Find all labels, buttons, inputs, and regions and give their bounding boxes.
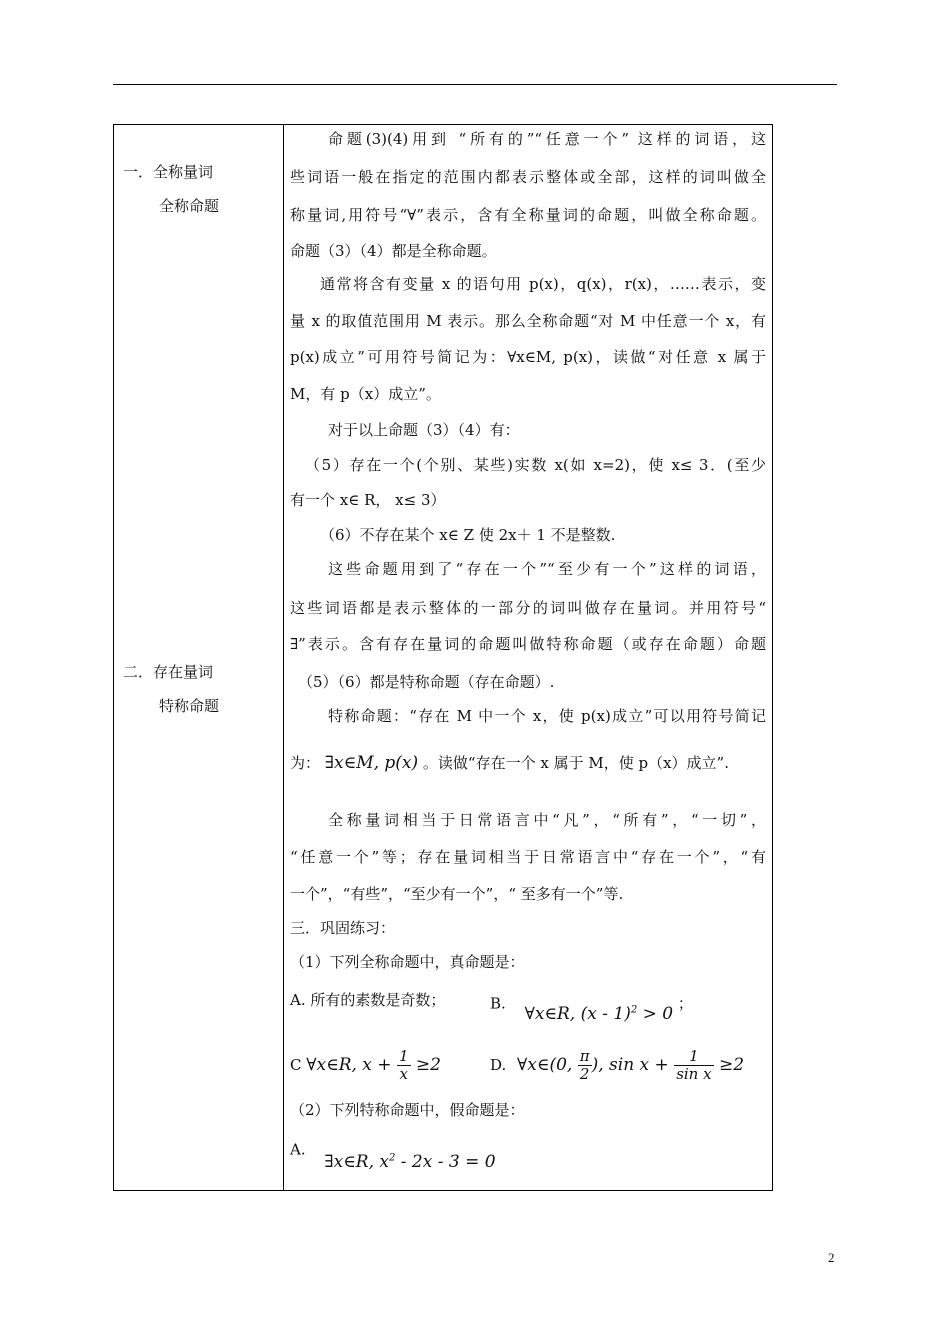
column-divider (283, 125, 284, 1190)
option-a2 (290, 1135, 766, 1172)
question-1: （1）下列全称命题中，真命题是： (290, 953, 525, 971)
header-rule (113, 84, 837, 85)
formula (517, 1047, 745, 1083)
text-line: p(x)成立”可用符号简记为：∀x∈M, p(x)，读做“对任意 x 属于 (290, 348, 766, 366)
formula-part: > 0 (637, 1003, 674, 1024)
option-label: C (290, 1056, 302, 1074)
text-line: 命题(3)(4)用到 “所有的”“任意一个” 这样的词语，这 (328, 130, 766, 148)
formula-part: - 2x - 3 = 0 (395, 1151, 496, 1172)
option-label: D. (490, 1056, 507, 1074)
option-d1 (490, 1043, 766, 1087)
denominator: x (399, 1065, 408, 1083)
text-line: “任意一个”等；存在量词相当于日常语言中“存在一个”，“有 (290, 848, 766, 866)
text-line: （6）不存在某个 x∈ Z 使 2x＋ 1 不是整数. (320, 526, 616, 544)
text-line: 量 x 的取值范围用 M 表示。那么全称命题“对 M 中任意一个 x，有 (290, 312, 766, 330)
text-line: 全称量词相当于日常语言中“凡”，“所有”，“一切”， (328, 811, 766, 829)
formula (306, 1047, 441, 1083)
text-line: （5）存在一个(个别、某些)实数 x(如 x=2)，使 x≤ 3．(至少 (305, 456, 766, 474)
text-line: M，有 p（x）成立”。 (290, 385, 441, 403)
formula (324, 1152, 495, 1172)
text-line: 通常将含有变量 x 的语句用 p(x)，q(x)，r(x)，……表示，变 (320, 275, 766, 293)
text-line: 一个”，“有些”，“至少有一个”，“ 至多有一个”等. (290, 885, 624, 903)
section1-title: 一．全称量词 (123, 163, 214, 181)
fraction (397, 1048, 411, 1083)
existential-formula: ∃x∈M, p(x) (324, 753, 419, 773)
numerator: π (579, 1047, 590, 1065)
formula (525, 1004, 674, 1024)
formula-part: ∀x∈R, x + (306, 1055, 397, 1075)
text-fragment: 。读做“存在一个 x 属于 M，使 p（x）成立”. (422, 754, 729, 772)
numerator: 1 (398, 1047, 409, 1065)
text-line: 命题（3）（4）都是全称命题。 (290, 242, 497, 260)
option-a1: A. 所有的素数是奇数； (290, 991, 446, 1009)
exponent: 2 (388, 1152, 396, 1163)
text-line: ∃”表示。含有存在量词的命题叫做特称命题（或存在命题）命题 (290, 635, 766, 653)
text-line: 称量词,用符号“∀”表示，含有全称量词的命题，叫做全称命题。 (290, 206, 766, 224)
option-label: A. (290, 1140, 306, 1159)
text-line: 特称命题：“存在 M 中一个 x，使 p(x)成立”可以用符号简记 (328, 707, 766, 725)
semicolon: ； (677, 994, 693, 1013)
text-line: 对于以上命题（3）（4）有： (328, 421, 520, 439)
numerator: 1 (674, 1048, 713, 1066)
option-label: B. (490, 994, 506, 1013)
section2-subtitle: 特称命题 (159, 697, 220, 715)
question-2: （2）下列特称命题中，假命题是： (290, 1101, 525, 1119)
denominator: 2 (579, 1065, 590, 1083)
formula-part: ≥2 (410, 1055, 441, 1075)
section2-title: 二．存在量词 (123, 663, 214, 681)
text-line: 些词语一般在指定的范围内都表示整体或全部，这样的词叫做全 (290, 168, 766, 186)
formula-part: ), sin x + (591, 1055, 675, 1075)
page-number: 2 (828, 1250, 835, 1265)
formula-part: ∀x∈R, (x - 1) (524, 1003, 631, 1024)
formula-part: ∃x∈R, x (324, 1151, 389, 1172)
exponent: 2 (630, 1004, 638, 1015)
text-line: 这些命题用到了“存在一个”“至少有一个”这样的词语， (328, 560, 766, 578)
option-b1 (490, 989, 766, 1024)
text-fragment: 为： (290, 754, 321, 772)
content-table (113, 124, 773, 1191)
denominator: sin x (676, 1065, 712, 1083)
fraction (578, 1048, 592, 1083)
text-line-with-formula (290, 752, 766, 774)
fraction (674, 1048, 713, 1083)
formula-part: ∀x∈(0, (517, 1055, 578, 1075)
formula-part: ≥2 (713, 1055, 745, 1075)
text-line: （5）（6）都是特称命题（存在命题）. (298, 673, 555, 691)
exercise-heading: 三．巩固练习： (290, 919, 396, 937)
text-line: 这些词语都是表示整体的一部分的词叫做存在量词。并用符号“ (290, 599, 766, 617)
text-line: 有一个 x∈ R， x≤ 3） (290, 491, 446, 509)
section1-subtitle: 全称命题 (159, 197, 220, 215)
